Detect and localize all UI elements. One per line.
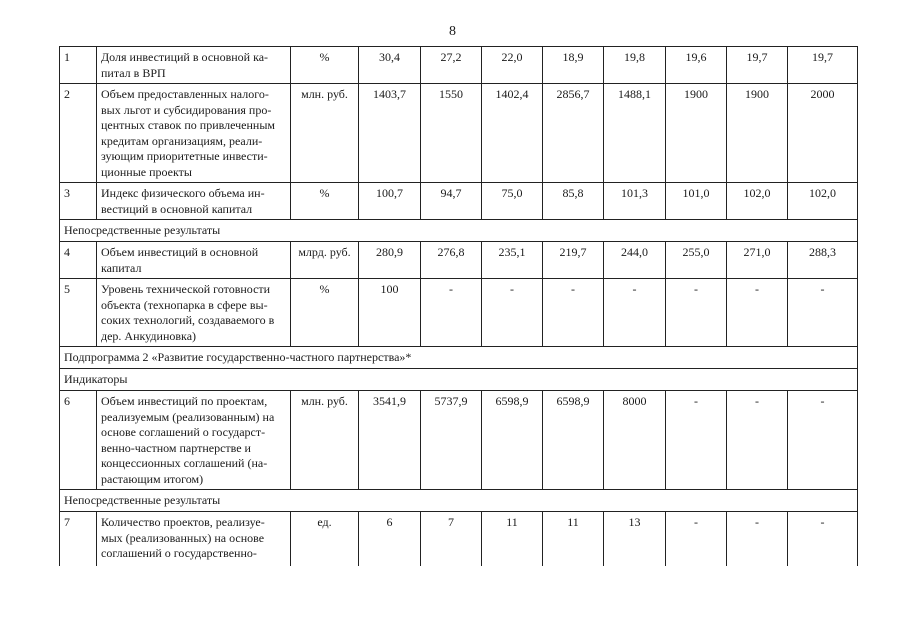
- value-cell: -: [482, 279, 543, 347]
- indicator-name: Объем инвестиций по проектам, реализуемым (реализованным) на основе соглашений о государст- венно-частном партнерстве и концессионных соглашений (на- растающим итогом): [97, 391, 291, 490]
- value-cell: 19,7: [788, 47, 858, 84]
- value-cell: 11: [543, 512, 604, 567]
- value-cell: -: [543, 279, 604, 347]
- value-cell: 19,6: [666, 47, 727, 84]
- value-cell: 288,3: [788, 242, 858, 279]
- indicator-name: Количество проектов, реализуе- мых (реализованных) на основе соглашений о государственно-: [97, 512, 291, 567]
- unit-cell: млрд. руб.: [291, 242, 359, 279]
- table-row: [60, 242, 858, 279]
- page-number: 8: [449, 24, 456, 39]
- value-cell: 100,7: [359, 183, 421, 220]
- value-cell: 271,0: [727, 242, 788, 279]
- indicator-name: Объем предоставленных налого- вых льгот и субсидирования про- центных ставок по привлеченным кредитам организациям, реали- зующим приоритетные инвести- ционные проекты: [97, 84, 291, 183]
- value-cell: -: [727, 279, 788, 347]
- row-number: 2: [60, 84, 97, 183]
- value-cell: -: [788, 391, 858, 490]
- value-cell: 3541,9: [359, 391, 421, 490]
- value-cell: 101,3: [604, 183, 666, 220]
- unit-cell: млн. руб.: [291, 84, 359, 183]
- indicator-name: Индекс физического объема ин- вестиций в основной капитал: [97, 183, 291, 220]
- value-cell: 1900: [727, 84, 788, 183]
- value-cell: 280,9: [359, 242, 421, 279]
- row-number: 5: [60, 279, 97, 347]
- unit-cell: %: [291, 183, 359, 220]
- table-row: [60, 279, 858, 347]
- indicator-name: Уровень технической готовности объекта (технопарка в сфере вы- соких технологий, создаваемого в дер. Анкудиновка): [97, 279, 291, 347]
- unit-cell: млн. руб.: [291, 391, 359, 490]
- value-cell: 276,8: [421, 242, 482, 279]
- value-cell: 19,8: [604, 47, 666, 84]
- value-cell: 6: [359, 512, 421, 567]
- value-cell: -: [421, 279, 482, 347]
- table-row: [60, 391, 858, 490]
- value-cell: -: [788, 512, 858, 567]
- value-cell: 6598,9: [482, 391, 543, 490]
- value-cell: 5737,9: [421, 391, 482, 490]
- section-heading: Индикаторы: [60, 369, 858, 391]
- row-number: 1: [60, 47, 97, 84]
- value-cell: 27,2: [421, 47, 482, 84]
- row-number: 6: [60, 391, 97, 490]
- section-heading: Непосредственные результаты: [60, 490, 858, 512]
- value-cell: 219,7: [543, 242, 604, 279]
- indicators-table: [59, 46, 858, 566]
- row-number: 3: [60, 183, 97, 220]
- section-row: [60, 220, 858, 242]
- value-cell: -: [727, 512, 788, 567]
- value-cell: -: [727, 391, 788, 490]
- section-heading: Непосредственные результаты: [60, 220, 858, 242]
- unit-cell: %: [291, 279, 359, 347]
- value-cell: 1402,4: [482, 84, 543, 183]
- value-cell: 2000: [788, 84, 858, 183]
- row-number: 4: [60, 242, 97, 279]
- indicator-name: Объем инвестиций в основной капитал: [97, 242, 291, 279]
- value-cell: 102,0: [727, 183, 788, 220]
- subprogram-heading: Подпрограмма 2 «Развитие государственно-частного партнерства»*: [60, 347, 858, 369]
- value-cell: 1900: [666, 84, 727, 183]
- section-row: [60, 347, 858, 369]
- value-cell: 1488,1: [604, 84, 666, 183]
- value-cell: -: [604, 279, 666, 347]
- value-cell: 85,8: [543, 183, 604, 220]
- value-cell: 101,0: [666, 183, 727, 220]
- value-cell: 8000: [604, 391, 666, 490]
- value-cell: -: [788, 279, 858, 347]
- value-cell: 2856,7: [543, 84, 604, 183]
- row-number: 7: [60, 512, 97, 567]
- value-cell: 11: [482, 512, 543, 567]
- indicator-name: Доля инвестиций в основной ка- питал в ВРП: [97, 47, 291, 84]
- value-cell: 244,0: [604, 242, 666, 279]
- value-cell: 1403,7: [359, 84, 421, 183]
- value-cell: 19,7: [727, 47, 788, 84]
- value-cell: 255,0: [666, 242, 727, 279]
- value-cell: 13: [604, 512, 666, 567]
- value-cell: -: [666, 279, 727, 347]
- value-cell: 94,7: [421, 183, 482, 220]
- value-cell: -: [666, 391, 727, 490]
- table-row: [60, 183, 858, 220]
- section-row: [60, 369, 858, 391]
- value-cell: 6598,9: [543, 391, 604, 490]
- value-cell: 75,0: [482, 183, 543, 220]
- unit-cell: ед.: [291, 512, 359, 567]
- value-cell: 22,0: [482, 47, 543, 84]
- value-cell: 7: [421, 512, 482, 567]
- value-cell: 235,1: [482, 242, 543, 279]
- value-cell: 30,4: [359, 47, 421, 84]
- unit-cell: %: [291, 47, 359, 84]
- value-cell: 102,0: [788, 183, 858, 220]
- table-row: [60, 84, 858, 183]
- value-cell: -: [666, 512, 727, 567]
- section-row: [60, 490, 858, 512]
- value-cell: 1550: [421, 84, 482, 183]
- table-row: [60, 512, 858, 567]
- value-cell: 100: [359, 279, 421, 347]
- table-row: [60, 47, 858, 84]
- value-cell: 18,9: [543, 47, 604, 84]
